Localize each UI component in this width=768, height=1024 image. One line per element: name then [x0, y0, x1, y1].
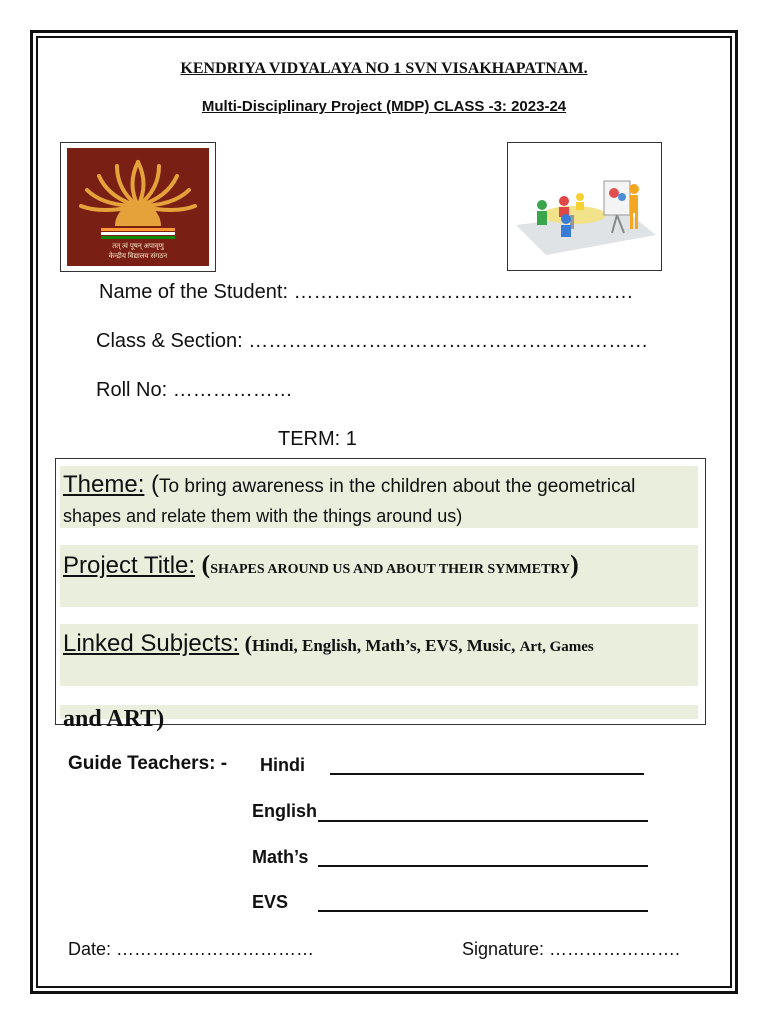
group-meeting-icon — [508, 143, 661, 270]
guide-subject-evs: EVS — [252, 892, 289, 912]
project-discussion-image — [507, 142, 662, 271]
kvs-logo-emblem — [67, 148, 209, 266]
theme-heading: Theme: — [63, 471, 145, 498]
date-field: Date: …………………………… — [68, 939, 315, 959]
class-section-field: Class & Section: …………………………………………………… — [96, 330, 649, 352]
guide-subject-english: English — [252, 801, 318, 821]
guide-subject-hindi: Hindi — [260, 755, 305, 775]
signature-line-evs — [318, 910, 648, 912]
signature-line-maths — [318, 865, 648, 867]
school-name: KENDRIYA VIDYALAYA NO 1 SVN VISAKHAPATNAM. — [180, 60, 588, 77]
logo-org-name: केन्द्रीय विद्यालय संगठन — [108, 253, 168, 260]
kvs-logo — [60, 142, 216, 272]
roll-no-field: Roll No: ……………… — [96, 379, 293, 401]
guide-subject-maths: Math’s — [252, 847, 309, 867]
guide-teachers-label: Guide Teachers: - — [68, 753, 228, 774]
project-title-line: Project Title: (SHAPES AROUND US AND ABOUT THEIR SYMMETRY) — [63, 550, 579, 579]
term-label: TERM: 1 — [278, 428, 357, 450]
signature-line-english — [318, 820, 648, 822]
project-heading: Multi-Disciplinary Project (MDP) CLASS -3: 2023-24 — [201, 98, 567, 115]
linked-subjects-text: Hindi, English, Math’s, EVS, Music, — [251, 636, 520, 655]
theme-line-2: shapes and relate them with the things around us) — [63, 506, 463, 526]
signature-field: Signature: …………………. — [462, 939, 681, 959]
linked-subjects-continuation: and ART) — [63, 706, 165, 732]
project-title-heading: Project Title: — [63, 552, 196, 579]
student-name-field: Name of the Student: …………………………………………… — [99, 281, 634, 303]
theme-text: To bring awareness in the children about the geometrical — [159, 476, 636, 497]
linked-subjects-line: Linked Subjects: (Hindi, English, Math’s, EVS, Music, Art, Games — [63, 630, 594, 657]
theme-line-1: Theme: (To bring awareness in the children about the geometrical — [63, 471, 636, 498]
logo-motto: तत् त्वं पूषन् अपावृणु — [112, 243, 164, 250]
linked-subjects-heading: Linked Subjects: — [63, 630, 240, 657]
signature-line-hindi — [330, 773, 644, 775]
project-title-text: SHAPES AROUND US AND ABOUT THEIR SYMMETRY — [210, 562, 571, 577]
